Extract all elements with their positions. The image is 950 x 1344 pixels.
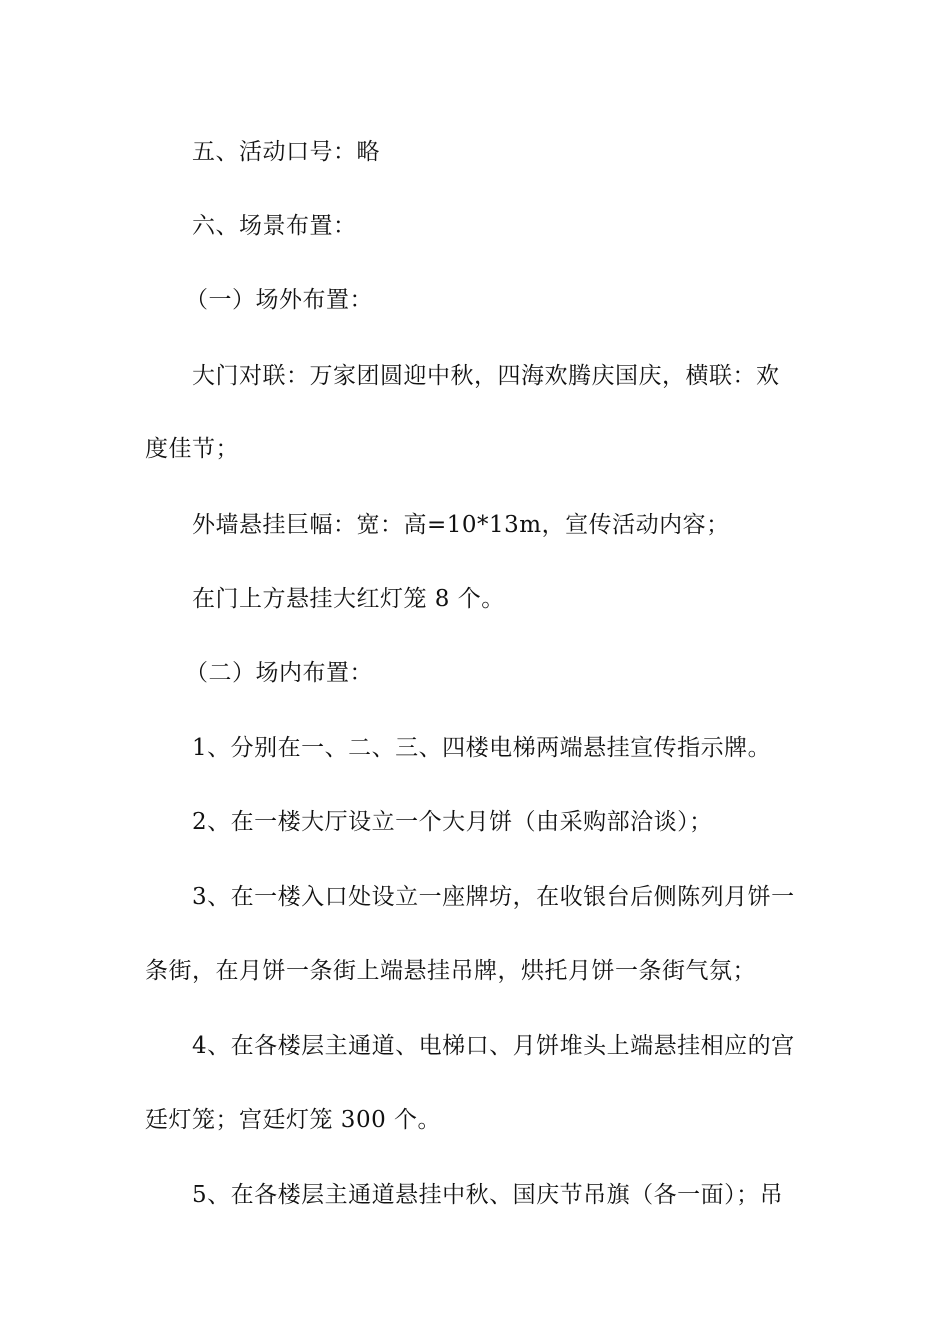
paragraph-line-continued: 度佳节；	[145, 436, 239, 462]
list-item: 4、在各楼层主通道、电梯口、月饼堆头上端悬挂相应的宫	[192, 1033, 795, 1059]
list-item-continued: 条街，在月饼一条街上端悬挂吊牌，烘托月饼一条街气氛；	[145, 958, 756, 984]
list-item: 2、在一楼大厅设立一个大月饼（由采购部洽谈）；	[192, 809, 713, 835]
section-heading-scene: 六、场景布置：	[192, 213, 357, 239]
subheading-outdoor: （一）场外布置：	[185, 287, 373, 313]
list-item-continued: 廷灯笼；宫廷灯笼 300 个。	[145, 1107, 442, 1133]
paragraph-line: 大门对联：万家团圆迎中秋，四海欢腾庆国庆，横联：欢	[192, 363, 780, 389]
subheading-indoor: （二）场内布置：	[185, 660, 373, 686]
list-item: 5、在各楼层主通道悬挂中秋、国庆节吊旗（各一面）；吊	[192, 1182, 784, 1208]
list-item: 1、分别在一、二、三、四楼电梯两端悬挂宣传指示牌。	[192, 735, 772, 761]
paragraph-line: 在门上方悬挂大红灯笼 8 个。	[192, 586, 505, 612]
section-heading-slogan: 五、活动口号：略	[192, 139, 380, 165]
list-item: 3、在一楼入口处设立一座牌坊，在收银台后侧陈列月饼一	[192, 884, 795, 910]
paragraph-line: 外墙悬挂巨幅：宽：高=10*13m，宣传活动内容；	[192, 512, 730, 538]
